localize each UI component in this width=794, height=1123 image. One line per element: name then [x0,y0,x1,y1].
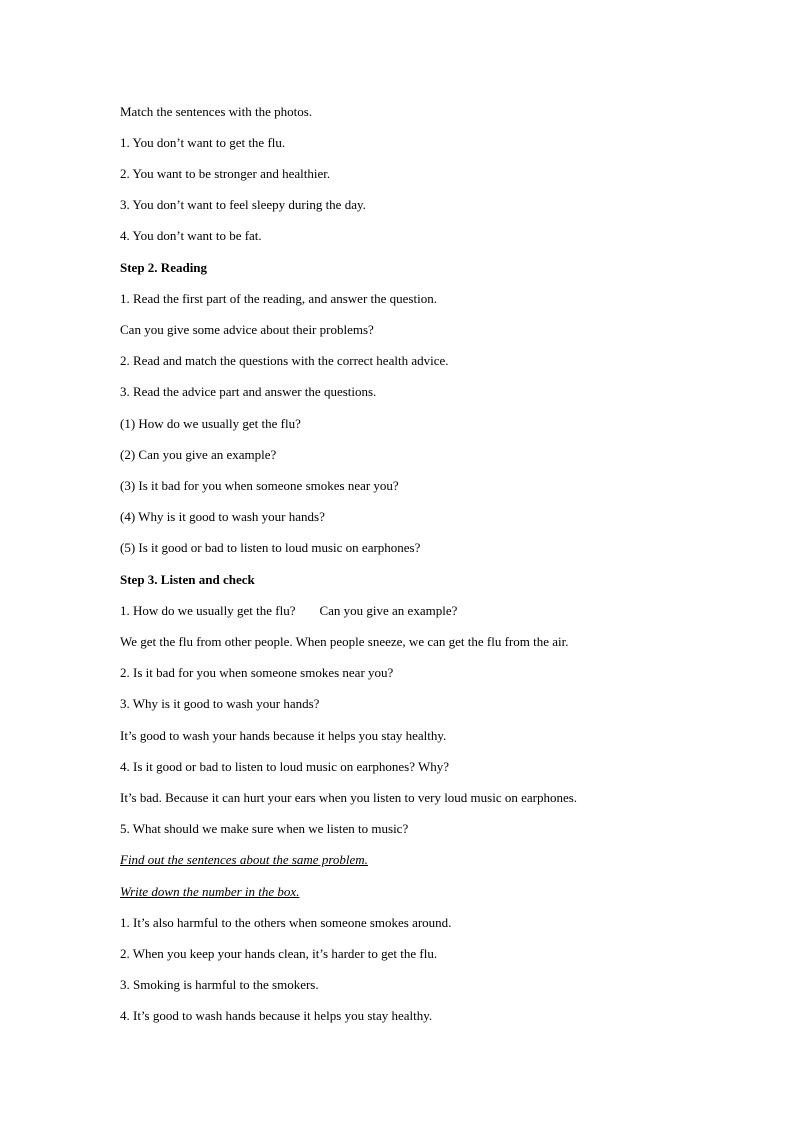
check-question-2: 2. Is it bad for you when someone smokes near you? [120,665,394,680]
check-question-1 [120,603,457,619]
check-question-3: 3. Why is it good to wash your hands? [120,696,320,711]
heading-step-2: Step 2. Reading [120,260,208,275]
reading-question-5: (5) Is it good or bad to listen to loud music on earphones? [120,540,421,555]
problem-sentence-4: 4. It’s good to wash hands because it helps you stay healthy. [120,1008,433,1023]
match-sentence-1: 1. You don’t want to get the flu. [120,135,286,150]
check-answer-1: We get the flu from other people. When people sneeze, we can get the flu from the air. [120,634,569,649]
match-sentence-4: 4. You don’t want to be fat. [120,228,262,243]
problem-sentence-1: 1. It’s also harmful to the others when someone smokes around. [120,915,452,930]
check-question-1-text: 1. How do we usually get the flu? [120,603,296,618]
match-sentence-3: 3. You don’t want to feel sleepy during the day. [120,197,366,212]
task-find-sentences: Find out the sentences about the same problem. [120,852,368,867]
reading-task-1: 1. Read the first part of the reading, and answer the question. [120,291,437,306]
reading-question-advice: Can you give some advice about their problems? [120,322,374,337]
check-question-1-example: Can you give an example? [319,603,458,618]
reading-question-3: (3) Is it bad for you when someone smokes near you? [120,478,399,493]
problem-sentence-3: 3. Smoking is harmful to the smokers. [120,977,319,992]
check-answer-3: It’s good to wash your hands because it helps you stay healthy. [120,728,447,743]
check-answer-4: It’s bad. Because it can hurt your ears when you listen to very loud music on earphones. [120,790,578,805]
reading-question-2: (2) Can you give an example? [120,447,277,462]
heading-step-3: Step 3. Listen and check [120,572,255,587]
task-write-number: Write down the number in the box. [120,884,300,899]
check-question-5: 5. What should we make sure when we listen to music? [120,821,409,836]
reading-task-3: 3. Read the advice part and answer the questions. [120,384,377,399]
check-question-4: 4. Is it good or bad to listen to loud music on earphones? Why? [120,759,450,774]
problem-sentence-2: 2. When you keep your hands clean, it’s harder to get the flu. [120,946,438,961]
reading-task-2: 2. Read and match the questions with the correct health advice. [120,353,449,368]
reading-question-1: (1) How do we usually get the flu? [120,416,301,431]
reading-question-4: (4) Why is it good to wash your hands? [120,509,325,524]
instruction-match: Match the sentences with the photos. [120,104,313,119]
match-sentence-2: 2. You want to be stronger and healthier. [120,166,331,181]
